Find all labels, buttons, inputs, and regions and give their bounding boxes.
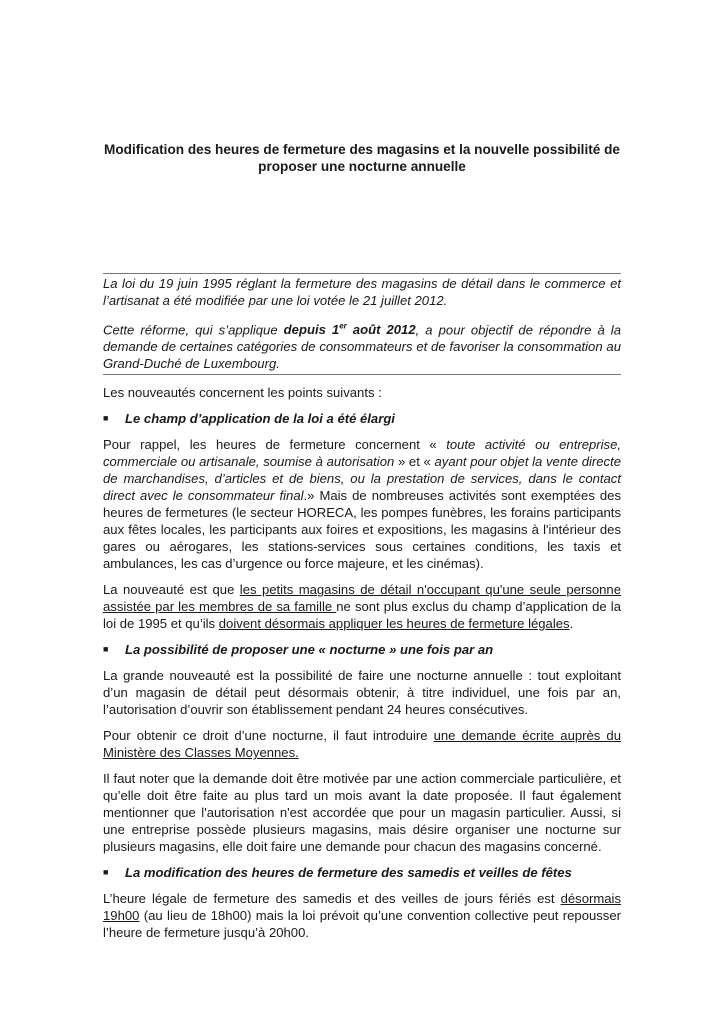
bullet-square-icon: ■ [103,867,109,878]
text: (au lieu de 18h00) mais la loi prévoit qu’une convention collective peut repousser l’heure de fermeture jusqu’à 20h00. [103,908,621,941]
title-line-1: Modification des heures de fermeture des magasins et la nouvelle possibilité de [104,142,620,157]
quote: ayant pour objet la vente directe de marchandises, d’articles et de biens, ou la prestation de services, dans le contact direct avec le consommateur final [103,454,622,504]
quote: toute activité ou entreprise, commerciale ou artisanale, soumise à autorisation [103,437,622,470]
intro-box [103,273,621,375]
section-heading-1 [103,410,621,427]
bullet-square-icon: ■ [103,644,109,655]
superscript: er [339,322,347,331]
underlined-text: une demande écrite auprès du Ministère des Classes Moyennes. [103,728,621,761]
heading-text: La modification des heures de fermeture des samedis et veilles de fêtes [125,865,572,881]
text: .» Mais de nombreuses activités sont exemptées des heures de fermetures (le secteur HORECA, les pompes funèbres, les forains participants aux fêtes locales, les participants aux foires et expositions, les magasins à l'intérieur des gares ou aérogares, les stations-services sous certaines conditions, les taxis et ambulances, les cas d’urgence ou force majeure, et les cinémas). [103,488,621,572]
text: Pour rappel, les heures de fermeture concernent « [103,437,447,453]
text: Cette réforme, qui s’applique [103,322,284,338]
heading-text: La possibilité de proposer une « nocturne » une fois par an [125,642,494,658]
text: ne sont plus exclus du champ d’application de la loi de 1995 et qu’ils [103,599,621,632]
section-heading-2 [103,641,621,658]
section3-paragraph-1 [103,890,621,941]
text: L’heure légale de fermeture des samedis et des veilles de jours fériés est [103,891,561,907]
text: Pour obtenir ce droit d’une nocturne, il faut introduire [103,728,434,744]
section-heading-3 [103,864,621,881]
text: La nouveauté est que [103,582,240,598]
text: depuis 1 [283,322,340,338]
date-emphasis [284,322,416,337]
underlined-text: doivent désormais appliquer les heures de fermeture légales [218,616,570,632]
intro-paragraph-2 [103,318,621,372]
text: » et « [394,454,435,470]
text: août 2012 [346,322,416,338]
bullet-square-icon: ■ [103,413,109,424]
text: . [569,616,574,632]
document-title [90,141,634,175]
text: , a pour objectif de répondre à la demande de certaines catégories de consommateurs et de favoriser la consommation au Grand-Duché de Luxembourg. [103,322,621,372]
lead-paragraph: Les nouveautés concernent les points suivants : [103,385,382,401]
intro-paragraph-1: La loi du 19 juin 1995 réglant la fermeture des magasins de détail dans le commerce et l’artisanat a été modifiée par une loi votée le 21 juillet 2012. [103,276,621,308]
section2-paragraph-2 [103,727,621,761]
heading-text: Le champ d’application de la loi a été élargi [125,411,395,427]
section1-paragraph-1 [103,436,621,572]
section2-paragraph-3: Il faut noter que la demande doit être motivée par une action commerciale particulière, et qu’elle doit être faite au plus tard un mois avant la date proposée. Il faut également mentionner que l'autorisation n'est accordée que pour un magasin particulier. Aussi, si une entreprise possède plusieurs magasins, mais désire organiser une nocturne sur plusieurs magasins, elle doit faire une demande pour chacun des magasins concerné. [103,771,621,855]
title-line-2: proposer une nocturne annuelle [258,159,466,174]
section1-paragraph-2 [103,581,621,632]
underlined-text: désormais 19h00 [103,891,621,924]
underlined-text: les petits magasins de détail n'occupant qu'une seule personne assistée par les membres de sa famille [103,582,621,615]
document-body [103,273,621,950]
section2-paragraph-1: La grande nouveauté est la possibilité de faire une nocturne annuelle : tout exploitant d’un magasin de détail peut désormais obtenir, à titre individuel, une fois par an, l’autorisation d’ouvrir son établissement pendant 24 heures consécutives. [103,668,621,718]
